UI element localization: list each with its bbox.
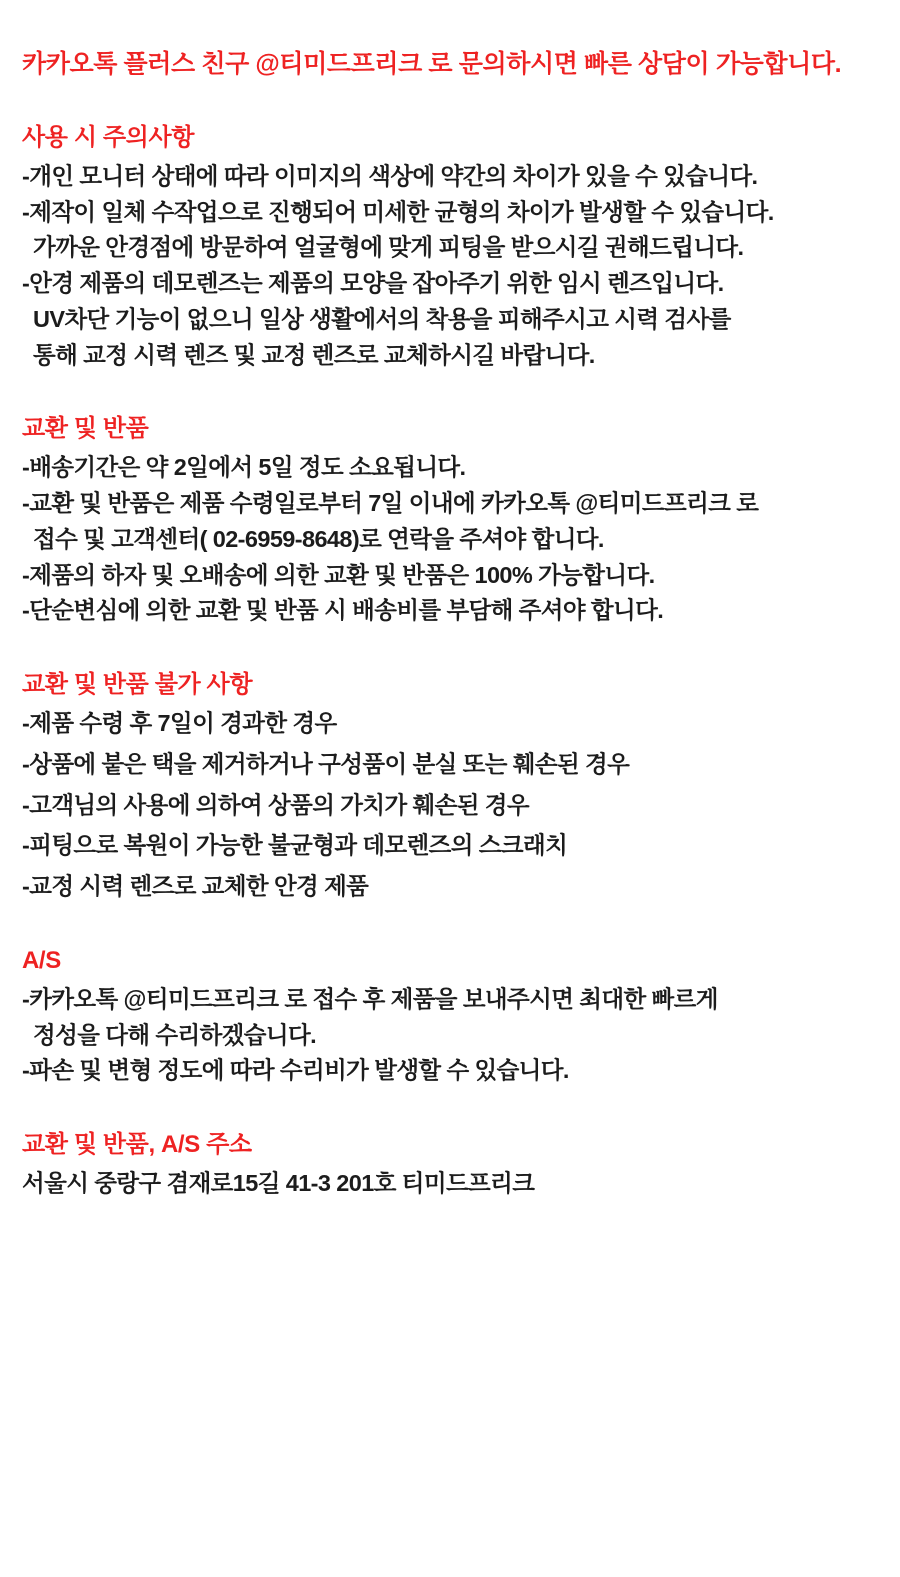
section-title-as: A/S xyxy=(22,946,61,974)
notice-line: 통해 교정 시력 렌즈 및 교정 렌즈로 교체하시길 바랍니다. xyxy=(33,341,595,368)
notice-line: -교환 및 반품은 제품 수령일로부터 7일 이내에 카카오톡 @티미드프리크 로 xyxy=(22,490,759,517)
section-title-precautions: 사용 시 주의사항 xyxy=(22,123,195,151)
address-text: 서울시 중랑구 겸재로15길 41-3 201호 티미드프리크 xyxy=(22,1170,535,1197)
section-title-address: 교환 및 반품, A/S 주소 xyxy=(22,1131,252,1159)
section-as xyxy=(20,945,880,1089)
notice-line: -파손 및 변형 정도에 따라 수리비가 발생할 수 있습니다. xyxy=(22,1057,569,1084)
section-address xyxy=(20,1129,880,1201)
notice-line: 접수 및 고객센터( 02-6959-8648)로 연락을 주셔야 합니다. xyxy=(33,525,604,552)
notice-line: -고객님의 사용에 의하여 상품의 가치가 훼손된 경우 xyxy=(22,791,529,818)
section-title-non-returnable: 교환 및 반품 불가 사항 xyxy=(22,671,253,699)
notice-line: -안경 제품의 데모렌즈는 제품의 모양을 잡아주기 위한 임시 렌즈입니다. xyxy=(22,270,724,297)
notice-line: -피팅으로 복원이 가능한 불균형과 데모렌즈의 스크래치 xyxy=(22,832,568,859)
notice-line: -상품에 붙은 택을 제거하거나 구성품이 분실 또는 훼손된 경우 xyxy=(22,750,630,777)
notice-line: -카카오톡 @티미드프리크 로 접수 후 제품을 보내주시면 최대한 빠르게 xyxy=(22,986,718,1012)
section-exchange-return xyxy=(20,413,880,629)
notice-line: 가까운 안경점에 방문하여 얼굴형에 맞게 피팅을 받으시길 권해드립니다. xyxy=(33,234,744,261)
notice-line: -단순변심에 의한 교환 및 반품 시 배송비를 부담해 주셔야 합니다. xyxy=(22,597,664,624)
notice-line: 정성을 다해 수리하겠습니다. xyxy=(33,1021,316,1048)
notice-line: -제품의 하자 및 오배송에 의한 교환 및 반품은 100% 가능합니다. xyxy=(22,561,655,588)
notice-line: -개인 모니터 상태에 따라 이미지의 색상에 약간의 차이가 있을 수 있습니다. xyxy=(22,162,758,189)
notice-line: UV차단 기능이 없으니 일상 생활에서의 착용을 피해주시고 시력 검사를 xyxy=(33,305,731,332)
section-precautions xyxy=(20,122,880,374)
notice-line: -교정 시력 렌즈로 교체한 안경 제품 xyxy=(22,873,369,900)
notice-line: -배송기간은 약 2일에서 5일 정도 소요됩니다. xyxy=(22,454,466,481)
headline-kakao-contact: 카카오톡 플러스 친구 @티미드프리크 로 문의하시면 빠른 상담이 가능합니다. xyxy=(22,50,842,78)
notice-line: -제작이 일체 수작업으로 진행되어 미세한 균형의 차이가 발생할 수 있습니다. xyxy=(22,198,774,225)
notice-line: -제품 수령 후 7일이 경과한 경우 xyxy=(22,710,337,737)
section-title-exchange-return: 교환 및 반품 xyxy=(22,415,149,443)
section-non-returnable xyxy=(20,669,880,905)
